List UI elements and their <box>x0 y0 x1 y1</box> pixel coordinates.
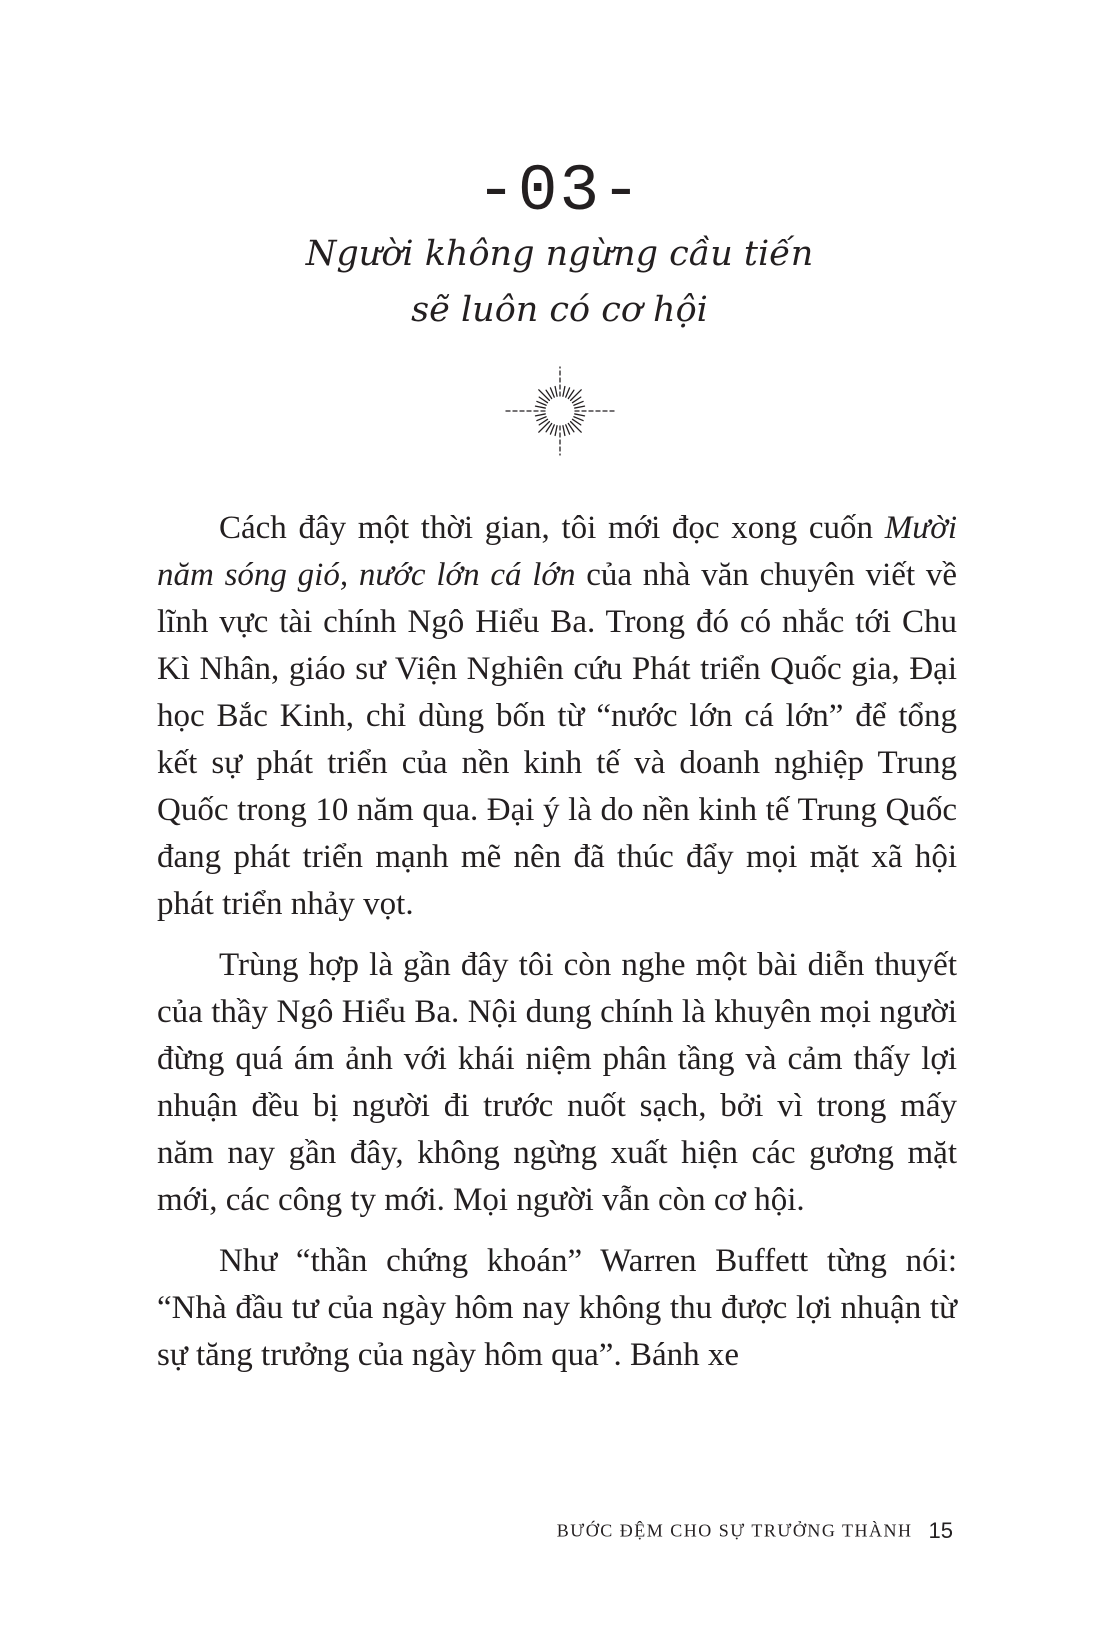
paragraph-2: Trùng hợp là gần đây tôi còn nghe một bài diễn thuyết của thầy Ngô Hiểu Ba. Nội dung chính là khuyên mọi người đừng quá ám ảnh với khái niệm phân tầng và cảm thấy lợi nhuận đều bị người đi trước nuốt sạch, bởi vì trong mấy năm nay gần đây, không ngừng xuất hiện các gương mặt mới, các công ty mới. Mọi người vẫn còn cơ hội. <box>157 947 957 1218</box>
paragraph-1 <box>157 505 957 928</box>
paragraph-1-start: Cách đây một thời gian, tôi mới đọc xong cuốn <box>219 510 885 546</box>
chapter-title-line-2: sẽ luôn có cơ hội <box>411 290 708 330</box>
body-text <box>157 505 957 1393</box>
page-number: 15 <box>928 1518 953 1543</box>
chapter-title <box>0 226 1119 338</box>
sunburst-ornament-icon <box>502 366 618 456</box>
chapter-title-line-1: Người không ngừng cầu tiến <box>305 234 814 274</box>
paragraph-3: Như “thần chứng khoán” Warren Buffett từng nói: “Nhà đầu tư của ngày hôm nay không thu được lợi nhuận từ sự tăng trưởng của ngày hôm qua”. Bánh xe <box>157 1243 957 1373</box>
book-title: Mười năm sóng gió, nước lớn cá lớn <box>157 510 957 593</box>
chapter-number: -03- <box>476 154 643 229</box>
paragraph-1-rest: của nhà văn chuyên viết về lĩnh vực tài chính Ngô Hiểu Ba. Trong đó có nhắc tới Chu Kì Nhân, giáo sư Viện Nghiên cứu Phát triển Quốc gia, Đại học Bắc Kinh, chỉ dùng bốn từ “nước lớn cá lớn” để tổng kết sự phát triển của nền kinh tế và doanh nghiệp Trung Quốc trong 10 năm qua. Đại ý là do nền kinh tế Trung Quốc đang phát triển mạnh mẽ nên đã thúc đẩy mọi mặt xã hội phát triển nhảy vọt. <box>157 557 958 922</box>
running-head: BƯỚC ĐỆM CHO SỰ TRƯỞNG THÀNH <box>556 1520 913 1541</box>
page-footer <box>557 1518 953 1544</box>
